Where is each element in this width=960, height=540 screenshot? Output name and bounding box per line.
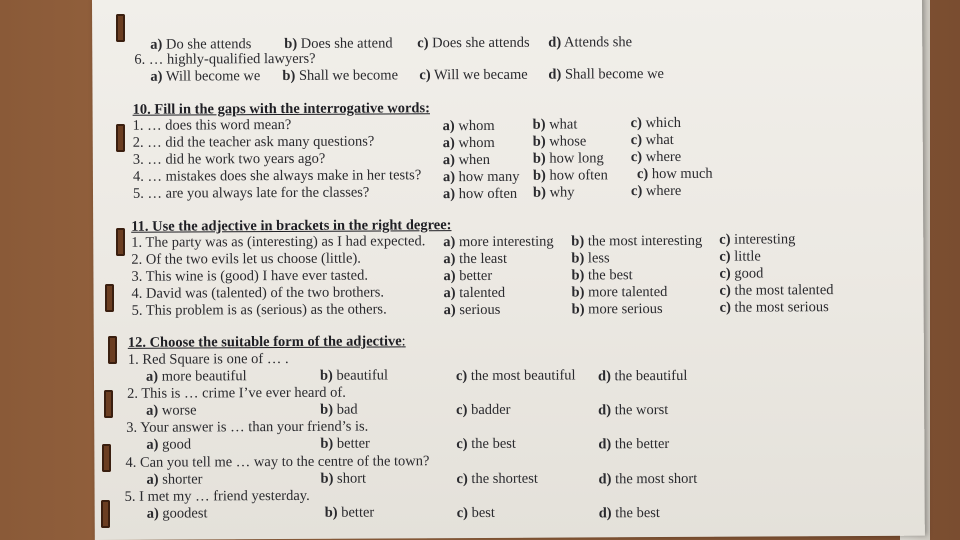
s12-option-a [146, 402, 196, 419]
label-c: c) [636, 166, 649, 183]
option-text: good [162, 436, 192, 453]
option-text: best [471, 504, 495, 522]
option-text: how many [458, 168, 520, 186]
s12-option-b [320, 471, 366, 488]
binder-hole [102, 444, 111, 472]
top-row1-c [417, 35, 529, 53]
option-text: the best [587, 267, 633, 284]
label-a: a) [443, 251, 456, 268]
s11-option-c [719, 231, 795, 248]
s11-option-b [571, 267, 632, 284]
option-text: better [336, 435, 370, 452]
label-b: b) [284, 35, 298, 52]
label-c: c) [630, 149, 643, 166]
option-text: whose [549, 133, 587, 150]
label-a: a) [146, 505, 159, 522]
label-d: d) [598, 471, 612, 488]
s12-question: 4. Can you tell me … way to the centre of the town? [125, 453, 430, 471]
label-a: a) [146, 402, 159, 419]
label-c: c) [719, 282, 731, 299]
label-a: a) [150, 36, 163, 53]
binder-hole [116, 228, 125, 256]
s10-question: 4. … mistakes does she always make in her tests? [132, 167, 422, 185]
option-text: interesting [734, 231, 796, 248]
option-text: the least [459, 250, 508, 268]
option-text: shorter [162, 471, 203, 488]
label-c: c) [630, 115, 642, 132]
s10-option-c [631, 115, 681, 132]
label-a: a) [146, 471, 159, 488]
worksheet-page [92, 0, 925, 540]
option-text: beautiful [336, 367, 389, 384]
section-12-colon: : [401, 333, 406, 350]
s10-option-a [443, 118, 495, 135]
option-text: Do she attends [165, 36, 252, 53]
option-text: good [734, 265, 764, 282]
option-text: the best [615, 505, 660, 522]
s12-option-c [456, 471, 537, 488]
label-c: c) [456, 436, 468, 453]
s11-question: 4. David was (talented) of the two brothers. [131, 284, 385, 302]
option-text: which [645, 114, 682, 132]
label-a: a) [442, 152, 455, 169]
s12-option-b [320, 367, 388, 384]
option-text: the most serious [734, 299, 829, 316]
label-b: b) [571, 284, 585, 301]
s11-option-a [443, 234, 553, 252]
binder-hole [101, 500, 110, 528]
label-c: c) [719, 248, 731, 265]
option-text: more talented [588, 283, 668, 301]
option-text: badder [471, 401, 511, 419]
option-text: Shall become we [564, 66, 665, 83]
s12-question: 3. Your answer is … than your friend’s is. [126, 418, 369, 436]
label-a: a) [442, 118, 455, 135]
option-text: bad [336, 401, 358, 418]
label-b: b) [532, 167, 546, 184]
option-text: serious [459, 301, 501, 319]
s11-question: 1. The party was as (interesting) as I had expected. [131, 233, 426, 251]
top-row1-d [548, 34, 632, 51]
s12-option-d [598, 471, 697, 489]
label-b: b) [532, 133, 546, 150]
s12-option-c [456, 367, 576, 385]
option-text: Will we became [433, 66, 528, 84]
s11-option-c [720, 299, 829, 317]
option-text: the shortest [471, 470, 538, 488]
s11-question: 3. This wine is (good) I have ever tasted. [131, 267, 369, 285]
option-text: why [549, 184, 575, 201]
label-a: a) [442, 135, 455, 152]
top-row6-d [548, 66, 664, 84]
s10-question: 3. … did he work two years ago? [132, 150, 326, 168]
s12-option-b [320, 402, 358, 419]
option-text: more interesting [458, 233, 554, 251]
s12-option-a [146, 436, 191, 453]
label-c: c) [419, 67, 431, 84]
option-text: how much [651, 165, 713, 183]
option-text: Does she attends [432, 34, 530, 52]
top-row6-b [282, 67, 398, 85]
s11-option-a [443, 268, 492, 285]
s10-option-c [637, 166, 713, 183]
label-d: d) [548, 66, 562, 83]
label-a: a) [443, 302, 456, 319]
top-row6-a [150, 68, 260, 86]
s11-question: 5. This problem is as (serious) as the others. [131, 301, 387, 319]
top-row6-c [419, 67, 527, 85]
option-text: what [645, 131, 674, 149]
label-c: c) [630, 183, 643, 200]
option-text: Attends she [563, 34, 633, 51]
section-11-heading: 11. Use the adjective in brackets in the right degree: [131, 217, 452, 235]
label-b: b) [320, 435, 334, 452]
s12-option-c [456, 402, 510, 419]
s10-option-b [533, 167, 608, 184]
label-b: b) [320, 401, 334, 418]
label-b: b) [532, 150, 546, 167]
binder-hole [105, 284, 114, 312]
option-text: worse [161, 402, 197, 419]
question-6: 6. … highly-qualified lawyers? [134, 50, 316, 68]
s11-option-b [571, 284, 667, 302]
label-c: c) [719, 299, 731, 316]
binder-hole [116, 124, 125, 152]
label-c: c) [456, 471, 468, 488]
s12-option-d [598, 436, 669, 453]
label-c: c) [719, 231, 731, 248]
option-text: better [459, 267, 493, 285]
label-b: b) [532, 184, 546, 201]
option-text: more beautiful [161, 368, 247, 385]
option-text: Does she attend [300, 35, 393, 52]
binder-hole [116, 14, 125, 42]
label-a: a) [443, 285, 456, 302]
s12-option-c [456, 436, 516, 453]
s10-option-a [443, 152, 490, 169]
s11-option-b [571, 250, 609, 267]
label-b: b) [282, 67, 296, 85]
binder-hole [104, 390, 113, 418]
option-text: Shall we become [298, 67, 399, 84]
option-text: better [341, 504, 375, 521]
s11-question: 2. Of the two evils let us choose (little). [131, 250, 361, 268]
label-a: a) [146, 436, 159, 453]
label-d: d) [597, 368, 611, 385]
s12-question: 1. Red Square is one of … . [127, 350, 289, 368]
label-b: b) [571, 250, 585, 267]
label-b: b) [324, 504, 338, 521]
label-b: b) [319, 367, 333, 384]
label-b: b) [532, 116, 546, 133]
s12-option-a [146, 471, 202, 488]
option-text: what [549, 116, 578, 133]
label-c: c) [630, 132, 643, 149]
label-d: d) [548, 34, 562, 51]
label-b: b) [571, 267, 585, 284]
option-text: when [458, 151, 491, 169]
s11-option-a [443, 251, 507, 268]
label-b: b) [571, 301, 585, 318]
s12-question: 5. I met my … friend yesterday. [124, 487, 310, 505]
s10-option-a [443, 186, 517, 203]
option-text: where [645, 182, 682, 200]
s12-option-b [325, 505, 375, 522]
s12-question: 2. This is … crime I’ve ever heard of. [127, 384, 346, 402]
label-d: d) [598, 402, 612, 419]
section-10-heading: 10. Fill in the gaps with the interrogative words: [132, 100, 430, 118]
option-text: the most interesting [587, 232, 703, 250]
option-text: whom [458, 117, 495, 135]
s12-option-a [147, 505, 208, 522]
s11-option-b [571, 233, 702, 251]
option-text: how often [549, 167, 608, 184]
s11-option-c [719, 282, 833, 300]
section-12-heading [128, 333, 406, 351]
s12-option-d [598, 368, 688, 385]
s10-option-b [533, 133, 587, 150]
s12-option-d [599, 505, 660, 522]
s10-option-b [533, 184, 575, 201]
s10-option-c [631, 183, 681, 200]
label-b: b) [571, 233, 585, 250]
s11-option-a [443, 285, 505, 302]
s12-option-a [146, 368, 247, 386]
s10-question: 5. … are you always late for the classes? [132, 184, 370, 202]
s12-option-b [320, 436, 370, 453]
option-text: talented [459, 284, 506, 302]
s11-option-b [572, 301, 663, 318]
label-a: a) [443, 234, 456, 251]
label-c: c) [456, 505, 468, 522]
label-c: c) [417, 35, 429, 52]
s11-option-c [719, 249, 761, 266]
option-text: the beautiful [614, 367, 688, 385]
label-d: d) [598, 505, 612, 522]
label-c: c) [719, 265, 731, 282]
label-d: d) [598, 436, 612, 453]
label-a: a) [150, 68, 163, 85]
option-text: more serious [588, 301, 663, 318]
label-c: c) [456, 402, 468, 419]
label-a: a) [443, 268, 456, 285]
label-a: a) [442, 169, 456, 186]
option-text: how often [458, 185, 518, 203]
option-text: the better [614, 435, 670, 453]
s10-option-c [631, 149, 681, 166]
option-text: the worst [614, 401, 669, 419]
s10-question: 1. … does this word mean? [132, 116, 292, 134]
option-text: the best [471, 435, 516, 453]
label-a: a) [145, 368, 159, 385]
s10-question: 2. … did the teacher ask many questions? [132, 133, 375, 151]
s12-option-c [457, 505, 495, 522]
option-text: whom [458, 134, 495, 152]
s10-option-a [443, 169, 520, 186]
option-text: goodest [162, 505, 208, 522]
label-b: b) [320, 470, 334, 487]
option-text: Will become we [165, 68, 261, 85]
s10-option-a [443, 135, 495, 152]
option-text: how long [549, 150, 604, 167]
label-a: a) [442, 186, 456, 203]
s11-option-a [444, 302, 501, 319]
option-text: the most talented [734, 282, 834, 299]
option-text: little [734, 248, 761, 265]
option-text: where [645, 148, 682, 166]
section-12-heading-text: 12. Choose the suitable form of the adjective [127, 333, 402, 351]
option-text: the most beautiful [470, 367, 576, 385]
binder-hole [108, 336, 117, 364]
option-text: the most short [615, 470, 698, 488]
option-text: short [336, 470, 367, 487]
s11-option-c [719, 265, 763, 282]
s12-option-d [598, 402, 668, 419]
label-c: c) [455, 368, 468, 385]
option-text: less [587, 250, 610, 267]
s10-option-b [533, 116, 578, 133]
s10-option-c [631, 132, 674, 149]
s10-option-b [533, 150, 604, 167]
